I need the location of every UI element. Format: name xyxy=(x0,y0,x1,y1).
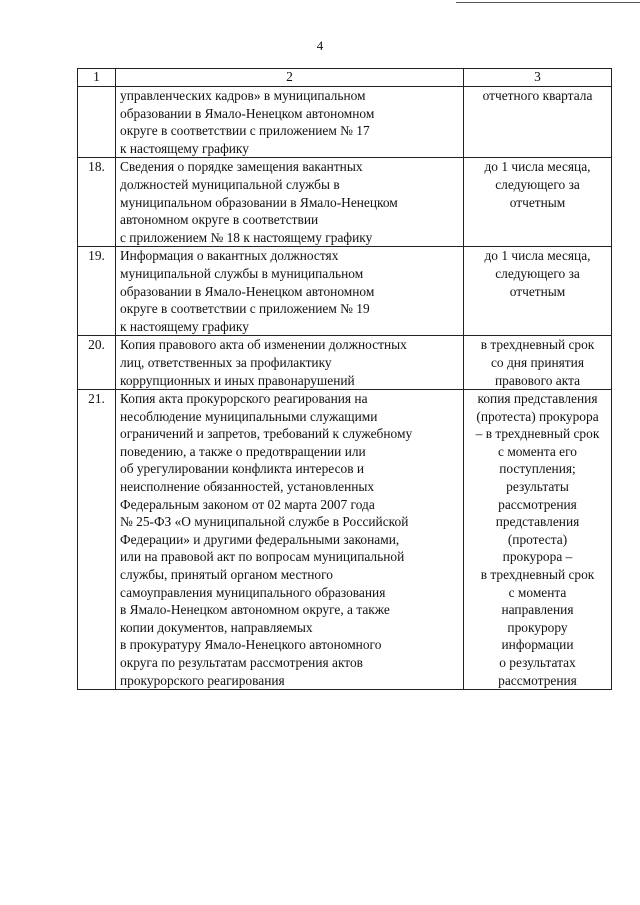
deadline-line: в трехдневный срок xyxy=(480,567,595,583)
description-line: Сведения о порядке замещения вакантных xyxy=(120,159,363,175)
description-line: образовании в Ямало-Ненецком автономном xyxy=(120,283,375,299)
description-line: к настоящему графику xyxy=(120,140,249,156)
description-line: округа по результатам рассмотрения актов xyxy=(120,655,363,670)
table-row xyxy=(78,87,612,158)
row-description xyxy=(116,336,464,390)
deadline-line: информации xyxy=(501,637,574,653)
deadline-line: копия представления xyxy=(477,391,598,407)
deadline-line: отчетного квартала xyxy=(482,88,593,103)
table-row xyxy=(78,158,612,247)
row-description xyxy=(116,247,464,336)
table-row xyxy=(78,247,612,336)
row-number xyxy=(78,87,116,158)
description-line: № 25-ФЗ «О муниципальной службе в Российской xyxy=(120,514,409,530)
column-header-3: 3 xyxy=(464,69,612,87)
row-number: 19. xyxy=(78,247,116,336)
row-deadline xyxy=(464,87,612,158)
description-line: ограничений и запретов, требований к служебному xyxy=(120,426,413,442)
description-line: должностей муниципальной службы в xyxy=(120,176,340,192)
row-description xyxy=(116,390,464,690)
description-line: автономном округе в соответствии xyxy=(120,212,319,228)
description-line: округе в соответствии с приложением № 19 xyxy=(120,301,370,317)
deadline-line: результаты xyxy=(506,479,569,495)
description-line: об урегулировании конфликта интересов и xyxy=(120,461,365,477)
description-line: в Ямало-Ненецком автономном округе, а также xyxy=(120,602,390,618)
description-line: несоблюдение муниципальными служащими xyxy=(120,408,378,424)
description-line: службы, принятый органом местного xyxy=(120,567,333,583)
row-number: 21. xyxy=(78,390,116,690)
deadline-line: следующего за xyxy=(495,176,580,192)
table-row xyxy=(78,336,612,390)
description-line: Копия правового акта об изменении должностных xyxy=(120,337,407,353)
description-line: поведению, а также о предотвращении или xyxy=(120,443,366,459)
table-body xyxy=(78,87,612,690)
deadline-line: в трехдневный срок xyxy=(480,337,595,353)
column-header-2: 2 xyxy=(116,69,464,87)
deadline-line: рассмотрения xyxy=(498,672,577,688)
row-deadline xyxy=(464,390,612,690)
row-number: 20. xyxy=(78,336,116,390)
row-description xyxy=(116,158,464,247)
deadline-line: отчетным xyxy=(509,194,566,210)
description-line: копии документов, направляемых xyxy=(120,619,313,635)
deadline-line: представления xyxy=(495,514,580,530)
description-line: прокурорского реагирования xyxy=(120,672,285,688)
description-line: коррупционных и иных правонарушений xyxy=(120,372,355,388)
deadline-line: правового акта xyxy=(494,372,581,388)
deadline-line: направления xyxy=(501,602,574,618)
row-description xyxy=(116,87,464,158)
description-line: образовании в Ямало-Ненецком автономном xyxy=(120,105,375,121)
table-header-row xyxy=(78,69,612,87)
deadline-line: отчетным xyxy=(509,283,566,299)
deadline-line: до 1 числа месяца, xyxy=(484,159,591,175)
deadline-line: с момента его xyxy=(498,443,577,459)
description-line: с приложением № 18 к настоящему графику xyxy=(120,229,373,245)
column-header-1: 1 xyxy=(78,69,116,87)
description-line: к настоящему графику xyxy=(120,318,249,334)
deadline-line: прокурору xyxy=(507,619,568,635)
description-line: Информация о вакантных должностях xyxy=(120,248,339,264)
schedule-table xyxy=(77,68,612,690)
row-deadline xyxy=(464,158,612,247)
description-line: Копия акта прокурорского реагирования на xyxy=(120,391,368,407)
page-number: 4 xyxy=(316,38,324,53)
deadline-line: (протеста) xyxy=(507,531,568,547)
deadline-line: с момента xyxy=(508,584,567,600)
description-line: Федеральным законом от 02 марта 2007 года xyxy=(120,496,375,512)
deadline-line: о результатах xyxy=(499,655,576,670)
deadline-line: поступления; xyxy=(499,461,576,477)
deadline-line: следующего за xyxy=(495,265,580,281)
row-deadline xyxy=(464,247,612,336)
row-number: 18. xyxy=(78,158,116,247)
deadline-line: со дня принятия xyxy=(490,354,584,370)
description-line: муниципальном образовании в Ямало-Ненецком xyxy=(120,194,398,210)
description-line: лиц, ответственных за профилактику xyxy=(120,354,332,370)
row-deadline xyxy=(464,336,612,390)
deadline-line: (протеста) прокурора xyxy=(476,408,599,424)
deadline-line: до 1 числа месяца, xyxy=(484,248,591,264)
description-line: неисполнение обязанностей, установленных xyxy=(120,479,375,495)
description-line: самоуправления муниципального образования xyxy=(120,584,386,600)
deadline-line: прокурора – xyxy=(502,549,573,565)
description-line: округе в соответствии с приложением № 17 xyxy=(120,123,370,139)
description-line: управленческих кадров» в муниципальном xyxy=(120,88,366,103)
description-line: муниципальной службы в муниципальном xyxy=(120,265,364,281)
description-line: в прокуратуру Ямало-Ненецкого автономного xyxy=(120,637,382,653)
top-rule xyxy=(456,2,640,3)
deadline-line: – в трехдневный срок xyxy=(475,426,600,442)
table-row xyxy=(78,390,612,690)
description-line: Федерации» и другими федеральными законами, xyxy=(120,531,400,547)
description-line: или на правовой акт по вопросам муниципальной xyxy=(120,549,405,565)
deadline-line: рассмотрения xyxy=(498,496,577,512)
